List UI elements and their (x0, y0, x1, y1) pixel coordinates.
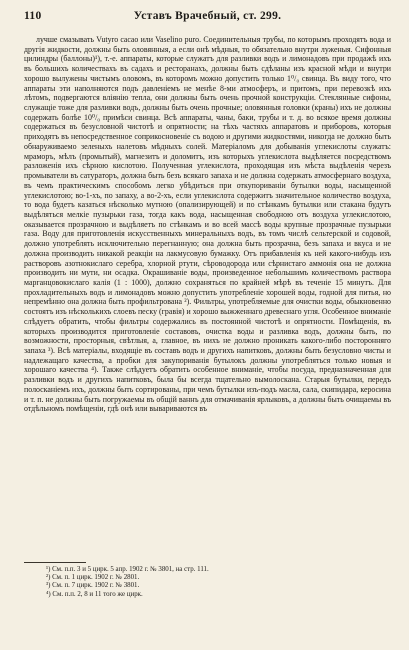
footnotes (24, 566, 391, 599)
body-paragraph: лучше смазывать Vutyro cacao или Vaselino puro. Соединительныя трубы, по которымъ проходятъ вода и другія жидкости, должны быть оловянныя, а если онѣ мѣдныя, то обязательно внутри луженыя. Сифонныя цилиндры (баллоны)¹), т.-е. аппараты, которые служатъ для разливки водъ и лимонадовъ при продажѣ ихъ въ большихъ количествахъ въ садахъ и ресторанахъ, должны быть сдѣланы изъ красной мѣди и внутри хорошо вылужены чистымъ оловомъ, въ которомъ можно допустить только 1⁰/₀ свинца. Въ виду того, что аппараты эти наполняются подъ давленіемъ не менѣе 8-ми атмосферъ, и притомъ, при перевозкѣ ихъ лѣтомъ, подвергаются вліянію тепла, они должны быть очень прочной конструкціи. Стеклянные сифоны, служащіе тоже для разливки водъ, должны быть очень прочные; оловянныя головки (краны) ихъ не должны содержать болѣе 10⁰/₀ примѣси свинца. Всѣ аппараты, чаны, баки, трубы и т. д. во всякое время должны содержаться въ безусловной чистотѣ и опрятности; на тѣхъ частяхъ аппаратовъ и приборовъ, которыя приходятъ въ непосредственное соприкосновеніе съ водою и другими жидкостями, никогда не должно быть обнаруживаемо зеленыхъ налетовъ мѣдныхъ солей. Матеріаломъ для добыванія углекислоты служатъ: мраморъ, мѣлъ (промытый), магнезитъ и доломитъ, изъ которыхъ углекислота выдѣляется посредствомъ разложенія ихъ сѣрною кислотою. Полученная углекислота, проходящая изъ мѣста выдѣленія черезъ промыватели въ сатураторъ, должна быть безъ всякаго запаха и не должна содержать атмосфернаго воздуха, въ чемъ практическимъ способомъ легко убѣдиться при откупориваніи бутылки воды, насыщенной углекислотою; во-1-хъ, по запаху, а во-2-хъ, если углекислота содержитъ значительное количество воздуха, то вода будетъ казаться нѣсколько мутною (опализирующей) и по стѣнкамъ бутылки или стакана будутъ выдѣляться мелкіе пузырьки газа, тогда какъ вода, насыщенная свободною отъ воздуха углекислотою, оказывается прозрачною и выдѣляетъ по стѣнкамъ и во всей массѣ воды крупные прозрачные пузырьки газа. Воду для приготовленія искусственныхъ минеральныхъ водъ, въ томъ числѣ сельтерской и содовой, должно употреблять исключительно перегнанную; она должна быть прозрачна, безъ запаха и вкуса и не должна производить никакой реакціи на лакмусовую бумажку. Отъ прибавленія къ ней какого-нибудь изъ растворовъ азотнокислаго серебра, хлорной ртути, сѣроводорода или сѣрнистаго аммонія она не должна производить ни мути, ни осадка. Окрашиваніе воды, произведенное небольшимъ количествомъ раствора марганцовокислаго калія (1 : 1000), должно сохраняться по крайней мѣрѣ въ теченіе 15 минутъ. Для прохладительныхъ водъ и лимонадовъ можно допустить употребленіе хорошей воды, годной для питья, но непремѣнно она должна быть профильтрована ²). Фильтры, употребляемые для очистки воды, обыкновенно состоятъ изъ нѣсколькихъ слоевъ песку (гравія) и хорошо выжженнаго древеснаго угля. Особенное вниманіе слѣдуетъ обратить, чтобы фильтры содержались въ постоянной чистотѣ и опрятности. Помѣщенія, въ которыхъ производится приготовленіе составовъ, очистка воды и разливка водъ, должны быть, по возможности, просторныя, свѣтлыя, а, главное, въ нихъ не должно проникать какого-либо посторонняго запаха ³). Всѣ матеріалы, входящіе въ составъ водъ и другихъ напитковъ, должны быть безусловно чисты и надлежащаго качества, а пробки для закупориванія бутылокъ должны употребляться только новыя и хорошаго качества ⁴). Также слѣдуетъ обратить особенное вниманіе, чтобы посуда, предназначенная для разливки водъ и другихъ напитковъ, была бы всегда тщательно вымолоскана. Старыя бутылки, передъ полосканіемъ ихъ, должны быть сортированы, при чемъ бутылки изъ-подъ масла, сала, скипидара, керосина и т. п. не должны быть погружаемы въ общій ваннъ для отмачиванія ярлыковъ, а должны быть очищаемы въ отдѣльномъ помѣщеніи, гдѣ онѣ или вывариваются въ (24, 35, 391, 414)
footnote: ²) См. п. 1 цирк. 1902 г. № 2801. (46, 574, 140, 582)
footnote-rule (24, 562, 86, 563)
footnote: ⁴) См. п.п. 2, 8 и 11 того же цирк. (46, 590, 143, 598)
running-title: Уставъ Врачебный, ст. 299. (133, 10, 282, 22)
footnote: ¹) См. п.п. 3 и 5 цирк. 5 апр. 1902 г. № 3801, на стр. 111. (46, 566, 209, 573)
page-number: 110 (24, 10, 42, 22)
footnote: ³) См. п. 7 цирк. 1902 г. № 3801. (46, 582, 140, 590)
page-header (24, 10, 391, 26)
main-text (24, 35, 391, 557)
